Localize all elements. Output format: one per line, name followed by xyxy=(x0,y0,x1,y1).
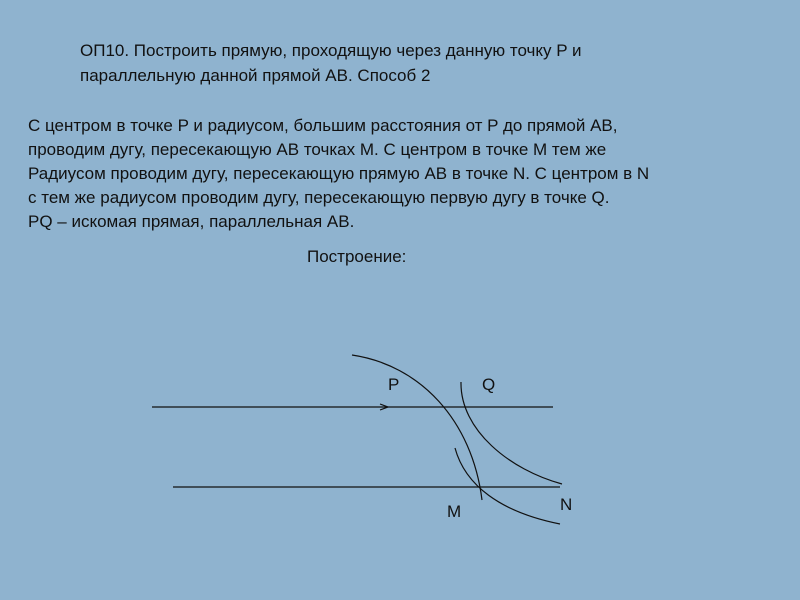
point-label-p: P xyxy=(388,375,400,394)
point-label-n: N xyxy=(560,495,573,514)
construction-caption: Построение: xyxy=(307,247,407,266)
point-label-m: M xyxy=(447,502,462,521)
description-line-2: проводим дугу, пересекающую AB точках M. С центром в точке M тем же xyxy=(28,140,607,159)
description-line-1: С центром в точке P и радиусом, большим расстояния от P до прямой AB, xyxy=(28,116,618,135)
point-label-q: Q xyxy=(482,375,496,394)
arc-center-p xyxy=(352,355,482,500)
description-line-3: Радиусом проводим дугу, пересекающую прямую AB в точке N. С центром в N xyxy=(28,164,650,183)
description-line-4: с тем же радиусом проводим дугу, пересекающую первую дугу в точке Q. xyxy=(28,188,610,207)
title-line-1: ОП10. Построить прямую, проходящую через данную точку P и xyxy=(80,41,582,60)
description-line-5: PQ – искомая прямая, параллельная AB. xyxy=(28,212,355,231)
title-line-2: параллельную данной прямой AB. Способ 2 xyxy=(80,66,431,85)
